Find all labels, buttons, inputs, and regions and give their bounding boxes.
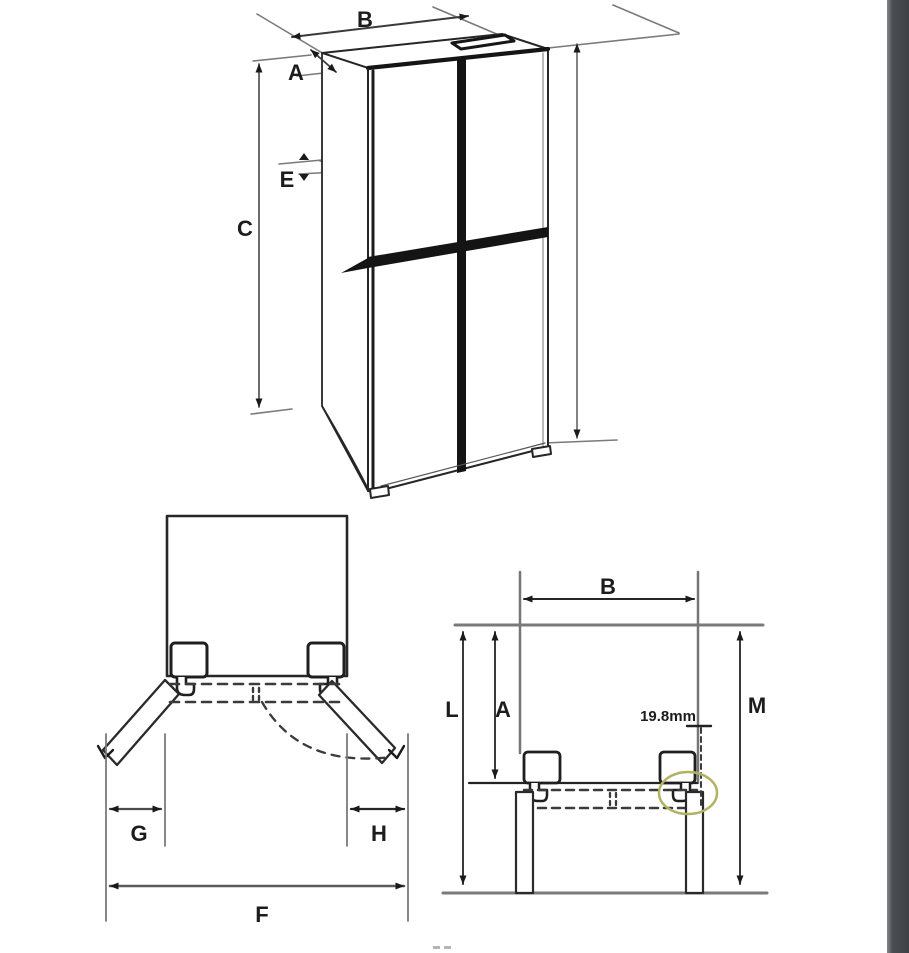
fridge-isometric [322,34,551,498]
label-g: G [130,821,148,846]
front-right-foot [532,446,551,457]
right-hinge-mount [308,643,344,677]
front-left-foot [370,486,389,498]
label-c-isometric: C [237,216,253,241]
label-a-isometric: A [288,60,304,85]
right-door-open-90 [686,792,703,893]
label-h: H [371,821,387,846]
left-hinge-mount-clearance [524,752,560,783]
label-hinge-gap: 19.8mm [640,708,696,725]
left-hinge-mount [171,643,207,677]
label-b-isometric: B [357,7,373,32]
page-edge-band [887,0,909,953]
label-l: L [445,697,459,722]
label-b-clearance: B [600,574,616,599]
label-e-isometric: E [279,167,295,192]
center-door-gap [457,59,466,473]
left-door-open-90 [516,792,533,893]
label-f: F [255,902,269,927]
label-a-clearance: A [495,697,511,722]
label-m: M [747,693,767,718]
